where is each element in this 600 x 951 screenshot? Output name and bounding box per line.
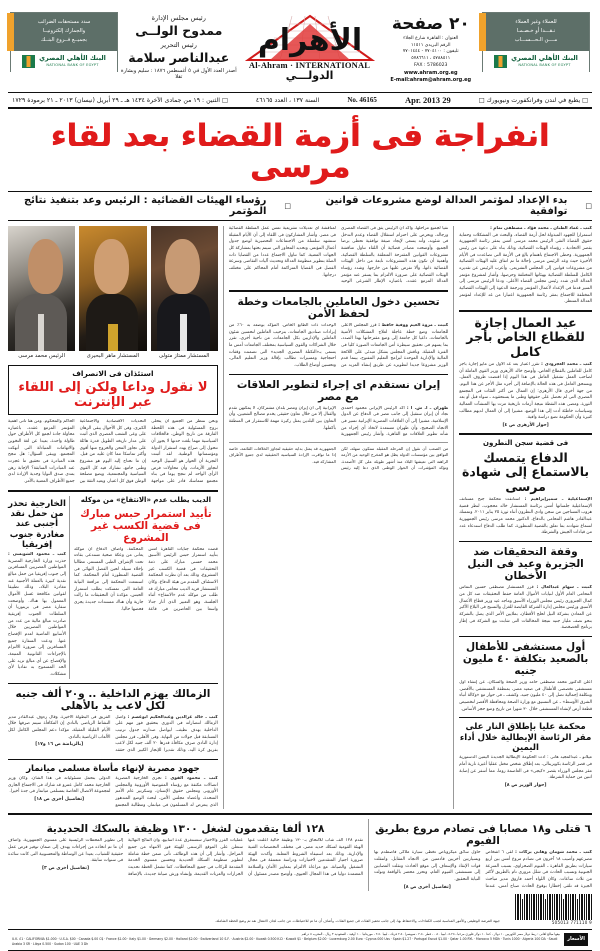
phone-line-2: ٥٧٨٨٥١١ ، ٥٧٨٦٦١١ <box>411 55 451 61</box>
main-headline: انفراجة فى أزمة القضاء بعد لقاء مرسى <box>50 118 550 185</box>
bottom-zone <box>6 813 594 950</box>
story-headline-myanmar[interactable]: جهود مصرية لإنهاء مأساة مسلمى ميانمار <box>26 763 200 774</box>
bank-logo-icon-right <box>22 55 35 68</box>
sub-headline-right: رؤساء الهيئات القضائية : الرئيس وعد بتنفيذ نتائج المؤتمر <box>23 195 267 217</box>
story-headline-labor-day[interactable]: عيد العمال إجازة للقطاع الخاص بأجر كامل <box>466 314 585 359</box>
year-issue-arabic: السنة ١٣٧ ، العدد ٤٦١٦٥ <box>255 96 320 104</box>
labor-day-body: كتب ـ محمد العجرودى : تقرر اعتبار بعد غد الأول من مايو إجازة بأجر كامل للعاملين بالقطاع الخاص، وأوضح خالد الأزهرى وزير القوى العاملة أن لصاحب العمل تشغيل العامل فى هذا اليوم إذا اقتضت ظروف العمل، ويستحق العامل فى هذه الحالة بالإضافة إلى أجره مثل الأجر عن هذا اليوم. من جهة أخرى قال الأزهرى: إن العمال من أكثر الفئات فى المجتمع المصرى التى لم تحصل على حقوقها وطنى ما يستحقونه ـ سواء قبل أو بعد الثورة، ومضى هذه النقطة نتيجة أزمات تاريخية مرت بها المنشآت العمالية وسياسات خاطئة أدت إلى هذا الوضع، مشيرا إلى أن العمال لديهم مطالب كثيرة وأن الحكومة تضع دراسة وافية. [حوار الأزهرى ص ٤] <box>459 362 592 428</box>
medal-shape <box>108 324 117 352</box>
date-arabic: □ الثنين : ١٩ من جمادى الآخرة ١٤٣٤ هـ ـ ٢٩ أبريل (نيسان) ٢٠١٣ ـ ٢١ برمودة ١٧٢٩ <box>12 96 228 104</box>
fayoum-crash-story <box>374 819 592 891</box>
feature-headline: لا نقول وداعا ولكن إلى اللقاء عبر الإنترنت <box>18 380 208 410</box>
story-headline-zamalek[interactable]: الزمالك يهزم الداخلية .. و٢٠ ألف جنيه لكل لاعب يد بالأهلى <box>15 687 211 712</box>
currency-rates-strip <box>8 929 592 951</box>
investigations-body: كتبت ـ سهام عبدالعال : قرر المستشار مصطفى حسين النماس المحامى العام الأول لنيابات الأموال العامة حفظ التحقيقات ضد كل من كمال الجنزورى رئيس مجلس الوزراء الأسبق وماجد عيد وزير قطاع الأعمال الأسبق ورئيس مجلس إدارة الشركة القابضة للغزل والنسيج فى البلاغ الأكبر عن المعادن بشركة النيل لحلج الأقطان، بملايين الأمر الذى يصل بالشركة بنحو نصف مليار جنيه نتيجة المخالفات التى شابت بيع الشركة فى إطار برنامج الخصخصة. <box>459 585 592 631</box>
rule <box>459 717 592 718</box>
rule <box>8 490 218 492</box>
iran-body: طهران ـ أ. ش. أ : أكد الرئيس الإيرانى محمود أحمدى نجاد أن إيران ستقبل إلى جانب مصر فى الدفاع عن الدول الإسلامية، مشيرا إلى أن العلاقات المصرية الإيرانية تسير فى الاتجاه الصحيح، وأن طهران مستعدة لاتخاذ أى إجراء من شأنه تطوير العلاقات مع القاهرة. وأشار رئيس الجمهورية الإيرانية إلى أن إيران ومصر بلدان مشتركان، لا يمكنهن تقدم والقتال إلا من خلال تعاون حقيقى يخدم مصالح الشعبين، وأن التعاون بين البلدين يمثل ركيزة مهمة للاستقرار فى المنطقة بأكملها. <box>228 405 449 438</box>
feature-box[interactable] <box>8 365 218 415</box>
hospital-body: أعلن الدكتور محمد مصطفى حامد وزير الصحة والسكان، عن إنشاء أول مستشفى تخصصى للأطفال فى صعيد مصر، بمنطقة المستشفى بالأقصر، وبتكلفة إجمالية تصل إلى ٤٠ مليون جنيه. وكشف ـ فى حوار مع «وكالة أنباء الشرق الأوسط» ـ عن التنسيق مع وزارة الصحة ومحافظة الأقصر لتخصيص قطعة أرض لإنشاء المستشفى خلال ٣٠ شهرا من تاريخ وضع حجر الأساس. <box>459 680 592 712</box>
website-url[interactable]: www.ahram.org.eg <box>403 70 458 77</box>
railway-jobs-body: تقدم ١٢٨ ألف شاب للالتحاق بـ١٣٠٠ وظيفة خالية أعلنت عنها الهيئة القومية لسكك حديد مصر، فى مختلف التخصصات الفنية والإدارية، وذلك بعد استيفاء الشروط المعلنة. وأكدت الهيئة ضرورة اجتياز المتقدمين لاختبارات ودراسة متعمقة فى مجال التشغيل والصيانة، مع مراعاة الالتزام بمعايير الأمان والسلامة المعتمدة دوليا فى هذا المجال الحيوى. وأوضح مصدر مسئول أن عمليات الفرز والاختبار ستستغرق عدة أسابيع، وأن النتائج النهائية ستعلن على الموقع الرسمى للهيئة فور الانتهاء من جميع المراحل. وأشار إلى أن هذه الوظائف تأتى ضمن خطة شاملة لتطوير منظومة السكك الحديدية وتحسين مستوى الخدمة المقدمة للركاب فى جميع المحافظات. كما تشمل الخطة تحديث الجرارات والعربات القديمة، وإنشاء ورش صيانة جديدة، بالإضافة إلى تطوير المحطات الرئيسية على مستوى الجمهورية. وأضاف أن ما تم اتخاذه من إجراءات يهدف إلى ضمان توفير فرص عمل حقيقية للشباب، بعيدا عن الوساطة والمحسوبية التى كانت سائدة فى سنوات سابقة. [تفاصيل أخرى ص ٣] <box>8 838 363 877</box>
defense-body: الإسماعيلية ـ سميرإبراهيم : استأنفت محكمة جنح مستأنف الإسماعيلية جلساتها أمس برئاسة المستشار خالد محجوب، لنظر قضية هروب المساجين من سجن وادى النطرون أثناء ثورة ٢٥ يناير ٢٠١١. وتمسك عبدالقادر هاشم المحامى بالدفاع، الدكتور محمد مرسى رئيس الجمهورية لسماع شهادته بما تعلق بالقضية المنظورة، كما طلب الدفاع استدعاء عدد من قيادات الجيش والشرطة. <box>459 497 592 536</box>
masthead <box>6 0 594 92</box>
bank-logo-left <box>483 51 589 72</box>
sub-headline-bar <box>8 191 592 221</box>
page-count: ٢٠ صفحة <box>391 14 470 34</box>
mid-lead-body: نفيا لجميع مراحلها، وأكد أن الرئيس يثق فى القضاء المصرى ورجاله، ويحرص على احترام استقلال القضاء وعدم التدخل فى شئونه، وأنه يسعى لإيجاد صيغة توافقية تحظى برضا الجميع. وأوضحت مصادر قضائية أن اللقاء تناول مناقشة مشروعات القوانين المقترحة المتعلقة بالسلطة القضائية، وأهمية أن تكون هذه المشروعات نابعة من داخل الهيئات القضائية ذاتها، وألا تفرض عليها من خارجها. وشدد رؤساء الهيئات القضائية على ضرورة الالتزام بما يسفر عنه مؤتمر العدالة المزمع عقده، باعتباره الإطار الشرعى الوحيد لمناقشة أى تعديلات تشريعية تمس عمل السلطة القضائية فى مصر. وأشار المشاركون فى اللقاء إلى أن الأيام المقبلة ستشهد سلسلة من الاجتماعات التحضيرية لوضع جدول أعمال المؤتمر، وتحديد المحاور التى سيتم بحثها بمشاركة كل الجهات المعنية. كما تناول الاجتماع عددا من القضايا ذات الصلة بتطوير منظومة العدالة وتحديث آليات التقاضى وسرعة الفصل فى القضايا المتراكمة أمام المحاكم على مختلف درجاتها. <box>228 226 449 285</box>
rule <box>8 759 218 760</box>
right-lead-body: كتب ـ عماد الطنان ـ محمد فؤاد ـ مصطفى تمام : استمرارا للجهود المبذولة لحل أزمة القضاء، والبحث فى المشكلات وحماية حقوق القضاة التقى الرئيس محمد مرسى أمس بمقر رئاسة الجمهورية بقصر الاتحادية ـ رؤساء الهيئات القضائية، وذلك بناء على دعوة من رئيس الجمهورية. وحظى الاجتماع باهتمام بالغ فى الأزمة التى تصاعدت فى الأيام الأخيرة حيث وعد الرئيس مرسى بإحالة ما تم اتفاق عليه الهيئات القضائية من مشروعات قوانين إلى المجلس التشريعى. وأعرب الرئيس عن تقديره الكامل للسلطة القضائية بهيئاتها المختلفة وحرصها، وأشار لمشروع مؤتمر العدالة الذى شدد رئيس مجلس القضاء الأعلى. ودعا الرئيس مرسى إلى السير قدما فى الإعداد لأعمال المؤتمر وترجمة الدعوة إلى الهيئات القضائية المختلفة للاجتماع بمقر رئاسة الجمهورية اعتبارا من غد للإعداد لمؤتمر العدالة المنتظر. <box>459 226 592 305</box>
story-headline-hospital[interactable]: أول مستشفى للأطفال بالصعيد بتكلفة ٤٠ مليون جنيه <box>462 640 589 677</box>
email-address[interactable]: E-mail:ahram@ahram.org.eg <box>390 77 472 84</box>
footer-filler-text: جبهة الفرصة الوظيفى والأمور المناسبة لجنب الكفاءات، والاحتفاظ بها، إلى جانب تحفيز الفئات فى جميع الفئات. وأضاف أن ما تم للاحتياطات عن جانب لجان الانتقال نقد تم وضع الخطة الشاملة. <box>215 919 500 924</box>
print-locations: □ يطبع في لندن وفرانكفورت ونيويورك □ <box>478 96 588 104</box>
rates-arabic: بيعها مبالغ لقانى : ربط دولار مصر الكهربين ١٠ دولار ، كندا ١٠ دولار فلورى مرحبا ـ ٥.٢٥ ، ليبيا ٠.٥٠ ، قطر ٢.٥٠ ، سويسرا ٢.٥٠ فرنك ، ليبيا ٢.٥٠ ، موريتانيا ١٠٠ أوقية ، السعودية ٣ ريال ، المغرب ٥ دراهم <box>301 931 561 936</box>
story-kicker-natrun: فى قضية سجن النطرون <box>483 439 569 448</box>
rule <box>229 442 448 443</box>
fayoum-crash-body: كتب ـ محمد شومان وهانى بركات : لقى ٦ أشخاص مصرعهم وأصيب ١٨ آخرون فى تصادم مروع أمس بين أربع سيارات بطريق القاهرة ـ الفيوم الصحراوى، بسبب السرعة الجنونية وتسبب الحادث فى شلل مرورى تام بالطريق لأكثر من ثلاث ساعات. وكان اللواء أحمد فاروق مدير مباحث الجيزة قد تلقى إخطارا بوقوع الحادث صباح أمس، عندما حاول سائق ميكروباص تخطى سيارة ملاكى فاصطدم بها وبسيارتين أخريين قادمتين من الاتجاه المقابل. وانتقلت قوات الإنقاذ والإسعاف إلى موقع الحادث ونقلت المصابين إلى مستشفى الفيوم العام، وتحرر محضر بالواقعة وتولت النيابة التحقيق. [تفاصيل أخرى ص ٨] <box>374 850 592 890</box>
story-headline-foreign-ministry[interactable]: الخارجية تحذر من حمل نقد أجنبى عند مغادرة جنوب إفريقيا <box>8 498 66 550</box>
railway-reference-note[interactable]: [تفاصيل أخرى ص ٣] <box>41 865 90 871</box>
lower-left-split <box>8 496 218 679</box>
logo-arabic-sub: الدولـــي <box>285 69 334 82</box>
issue-info-strip <box>8 92 592 109</box>
rule <box>459 636 592 637</box>
column-divider <box>453 226 454 809</box>
photo-image <box>79 226 146 351</box>
content-grid <box>6 226 594 809</box>
barcode-row <box>8 894 592 925</box>
bank-ad-right <box>10 12 118 72</box>
address-line: العنوان : القاهرة شارع الجلاء <box>403 36 459 41</box>
story-kicker-deeb: الديب يطلب عدم «الانتفاخ» من موكله <box>80 495 212 504</box>
rule <box>459 433 592 435</box>
editor-name: عبدالناصر سلامة <box>128 50 230 65</box>
postal-line: الرقم البريدي ١١٥١١ <box>410 42 451 48</box>
story-headline-investigations[interactable]: وقفة التحقيقات ضد الجزيرة وعيد فى النيل الأخطان <box>467 546 584 583</box>
mubarak-story <box>74 496 218 679</box>
shirt-shape <box>38 314 45 352</box>
rule <box>229 290 448 292</box>
photo-row <box>8 226 218 359</box>
photo-caption: المستشار ماهر البحيرى <box>86 353 140 359</box>
tie-shape <box>180 314 187 352</box>
bank-logo-text <box>511 54 578 69</box>
svg-text:الأهرام: الأهرام <box>257 23 362 58</box>
story-headline-iran[interactable]: إيران نستقدم اى إجراء لتطوير العلاقات مع مصر <box>236 378 441 403</box>
column-right <box>459 226 592 809</box>
column-left <box>8 226 218 809</box>
bank-name-ar: البنك الأهلي المصري <box>511 54 578 63</box>
date-english: 29 Apr. 2013 <box>404 95 451 105</box>
newspaper-logo <box>240 12 380 82</box>
face-shape <box>165 239 200 294</box>
story-headline-defense[interactable]: الدفاع يتمسك بالاستماع إلى شهادة مرسى <box>462 450 590 494</box>
story-headline-italy[interactable]: محكمة عليا بإطلاق النار على مقر الرئاسة الإيطالية خلال أداء اليمين <box>459 722 592 753</box>
sub-headline-left: بدء الإعداد لمؤتمر العدالة لوضع مشروعات قوانين توافقية <box>325 195 568 217</box>
barcode-number: 9 771110 505013 <box>551 919 592 925</box>
ad-accent-tab <box>479 13 486 51</box>
address-block <box>380 36 482 69</box>
editorial-credits <box>118 12 240 80</box>
byline: الإسماعيلية ـ سميرإبراهيم : <box>524 497 592 503</box>
bank-logo-right <box>11 51 117 72</box>
bank-ad-left <box>482 12 590 72</box>
ad-right-line-1: سدد مستحقات الضرائب <box>37 19 91 26</box>
italy-body: ميلانو ـ عبدالمجيد هانى : أدت الحكومة الإيطالية الجديدة اليمين الدستورية فى قصر الرئاسة بكويرينالى، بعد إطلاق شخص مختل عقليا أعيرة نارية أمام مقر مجلس الوزراء بقصر «كيجى» فى العاصمة روما، مما أسفر عن إصابة اثنين من حماية الشرطة. [حوار الوزير ص ٨] <box>459 755 592 788</box>
rule <box>229 374 448 375</box>
rule <box>459 541 592 542</box>
phone-line: تليفون : ٧٧٠٤١٠٠ - ٧٧٠١٤٤٤ <box>402 49 459 55</box>
rule <box>459 310 592 312</box>
photo-caption: الرئيس محمد مرسى <box>18 353 66 359</box>
barcode-block <box>506 894 592 925</box>
photo-morsi <box>8 226 75 359</box>
bank-name-en-right: NATIONAL BANK OF EGYPT <box>46 63 99 68</box>
ad-line-3: مــــن الـحـــســـاب <box>514 36 558 43</box>
logo-english-title: Al-Ahram · INTERNATIONAL <box>248 60 371 70</box>
web-block <box>380 70 482 84</box>
bank-ad-left-text <box>483 13 589 51</box>
zamalek-body: كتب ـ خالد عزالدين وعبدالحكيم أبوعضم : واصل الزمالك انتصاراته فى الدورى بتحقيق فوز مهم على الداخلية بهدف نظيف، ليواصل صدارته جدول ترتيب المسابقة قبل جولات من النهاية. وفى الأهلى، قرر مجلس إدارة النادى صرف مكافأة قدرها ٢٠ ألف جنيه لكل لاعب بفريق كرة اليد، وذلك تقديرا للإنجاز الكبير الذى حققه الفريق فى البطولة الأخيرة. وقال رءوف عبدالقادر مدير النشاط الرياضى بالنادى إن المكافأة سيتم صرفها خلال الأيام القليلة المقبلة، مؤكدا دعم المجلس الكامل لكل الألعاب الرياضية بالنادى. [بالرياضة ص ١٦ و١٧] <box>8 714 218 753</box>
column-divider <box>223 226 224 809</box>
ad-line-1: للعملاء وغير العملاء <box>515 19 557 26</box>
chairman-name: ممدوح الولــى <box>135 23 223 38</box>
story-headline-mubarak[interactable]: تأييد استمرار حبس مبارك فى قضية الكسب غير المشروع <box>80 507 212 544</box>
fax-line: FAX : 5786023 <box>414 62 448 68</box>
editor-role: رئيس التحرير <box>160 41 197 49</box>
myanmar-reference-note[interactable]: [تفاصيل أخرى ص ١٨] <box>34 796 85 802</box>
myanmar-body: كتب ـ محمود القوى : تجرى الخارجية المصرية اتصالات مكثفة مع رؤساء المفوضية الأوروبية والمجلس الأوروبى ومجلس حقوق الإنسان، وسكرتير عام الأمم المتحدة، وأعضاء مجلس الأمن، لبحث الوضع المتدهور الذى يتعرض له المسلمون فى ميانمار، ومطالبة المجتمع الدولى بتحمل مسئولياته فى هذا الشأن. وكان وزير الخارجية محمد كامل عمرو قد شارك فى الاجتماع الجارى لمجموعة الاتصال الخاصة بمسلمى ميانمار فى جدة أخيرا. [تفاصيل أخرى ص ١٨] <box>8 775 218 808</box>
photo-beheiry <box>79 226 146 359</box>
story-headline-fayoum-crash[interactable]: ٦ قتلى و١٨ مصابا فى تصادم مروع بطريق الفيوم <box>375 823 591 848</box>
founding-note: أصدر العدد الأول في ٥ أغسطس ١٨٧٦ : سليم وبشارة تقلا <box>120 68 237 80</box>
column-middle <box>229 226 448 809</box>
byline: كتب ـ محمود الشوبسى : <box>8 552 66 558</box>
mubarak-body: قضت محكمة جنايات القاهرة أمس بتأييد استمرار حبس الرئيس الأسبق محمد حسنى مبارك على ذمة التحقيقات فى قضية الكسب غير المشروع، وذلك بعد أن نظرت المحكمة الاستئناف المقدم من هيئة الدفاع. وكان المستشار فريد الديب محامى مبارك قد طلب من موكله عدم «الانتفاخ» أثناء الجلسة، وهو التعبير الذى أثار جدلا واسعا بين الحاضرين فى قاعة المحكمة. وأضاف الدفاع أن موكله يعانى من وعكة صحية تستدعى بقاءه تحت الإشراف الطبى المستمر، مطالبا بإخلاء سبيله لحين الفصل النهائى فى القضية المنظورة أمام المحكمة. كما استمعت المحكمة إلى مرافعة النيابة العامة التى تمسكت بطلب استمرار الحبس، مؤكدة أن التحقيقات ما زالت جارية وأن هناك مستندات جديدة يجرى فحصها حاليا. <box>74 546 218 612</box>
foreign-ministry-story <box>8 496 70 679</box>
story-reference-note[interactable]: [حوار الأزهرى ص ٤] <box>502 422 549 428</box>
bullet-icon-1: □ <box>585 202 592 210</box>
rates-tag: الأسعار <box>564 933 588 946</box>
ad-accent-tab-right <box>7 13 14 51</box>
story-headline-universities[interactable]: تحسين دخول العاملين بالجامعات وخطة لحفظ الأمن <box>237 295 440 320</box>
mid-filler-body: من الصعب أن نقول إن المرحلة المقبلة ستكون سهلة، لكن التوافق بين مؤسسات الدولة يظل هو المخرج الوحيد من الأزمة الراهنة التى تعيشها البلاد منذ أشهر طويلة على كل الأصعدة. وتؤكد المؤشرات أن الحوار الوطنى الذى دعا إليه رئيس الجمهورية قد يمثل بداية حقيقية لتجاوز الخلافات القائمة، خاصة إذا ما توافرت الإرادة السياسية الحقيقية لدى جميع الأطراف المشاركة فيه. <box>228 446 449 471</box>
feature-kicker: استئذان فى الانصراف <box>72 369 154 378</box>
photo-image <box>8 226 75 351</box>
bullet-icon-2: □ <box>284 202 292 210</box>
sports-reference-note[interactable]: [بالرياضة ص ١٦ و١٧] <box>35 742 84 748</box>
photo-image <box>151 226 218 351</box>
column-divider <box>368 819 369 891</box>
bank-name-ar-right: البنك الأهلي المصري <box>39 54 106 63</box>
ad-right-line-2: والجمارك إلكترونيــا <box>42 28 86 35</box>
rates-english: U.K. £1 · CALIFORNIA $1.000 · U.S.A. $00 · Canada $.00 C$ · France $1.00 · Italy $1.00 · Germany $2.00 · Holland $2.00 · Switzerland 10 S.F. · Austria $2.00 · Kuwait 0.500 K.D · Kuwait $1 · Belgium $2.00 · Luxemburg 2.00 Euro · Cyprus 000 Uss · Spain $1.27 · Portugal Escud $1.00 · Qatar 1.00 RYL · Morocco 5 MDh · Tunis 1000 · Algeria 100 DA · Saudi Arabia 3 SR · Libya 0.500 · Sudan 100 · UAE 3 Dh <box>12 937 558 947</box>
ad-line-2: نـقـــدا أو خـصـمـا <box>516 28 556 35</box>
ad-right-line-3: بجميــع فــروع البنــك <box>41 36 88 43</box>
foreign-ministry-body: كتب ـ محمود الشوبسى : حذرت وزارة الخارجية المصرية المواطنين المصريين المسافرين إلى جنوب إفريقيا من حمل مبالغ نقدية كبيرة بالعملة الأجنبية عند مغادرة البلاد، وذلك تطبيقا لقوانين مكافحة غسل الأموال المعمول بها هناك. وأوضحت سفارة مصر فى بريتوريا أن السلطات الجنوب إفريقية صادرت مبالغ مالية من عدد من المواطنين المصريين خلال الأسابيع الماضية لعدم الإفصاح عنها. ودعت السفارة جميع المسافرين إلى ضرورة الالتزام بالإجراءات القانونية المتبعة، والإفصاح عن أى مبالغ تزيد على الحد المسموح به تفاديا لأى مشكلات. <box>8 552 66 677</box>
face-shape <box>28 239 63 294</box>
rule <box>8 683 218 684</box>
pages-and-address <box>380 12 482 84</box>
railway-jobs-story <box>8 819 363 891</box>
photo-caption: المستشار ممتاز متولى <box>158 353 210 359</box>
barcode-icon <box>506 894 592 920</box>
rule <box>8 813 592 815</box>
photo-montasser <box>151 226 218 359</box>
feature-body: ونحن ننتظر من الجميع أن يتحلى بروح المسئولية فى هذه اللحظة الفارقة من تاريخ الوطن، فالخلافات السياسية مهما بلغت حدتها لا يجوز أن تتحول إلى صراع يهدد استقرار الدولة ومؤسساتها الوطنية. لقد أثبتت التجربة أن الحوار هو السبيل الوحيد لتجاوز الأزمات، وأن محاولات فرض الرأى الواحد لم تنجح يوما فى بناء مجتمع متماسك قادر على مواجهة التحديات الاقتصادية والاجتماعية الكبرى. وفى كل الأحوال يبقى الرهان على وعى الشعب المصرى الذى أثبت على مدار تاريخه الطويل قدرة هائلة على تجاوز المحن والخروج منها أقوى وأكثر تماسكا مما كان عليه من قبل. إن ما نحتاج إليه اليوم هو مشروع وطنى جامع، تشارك فيه كل القوى السياسية والمجتمعية، ويضع مصلحة الوطن فوق كل اعتبار، ويعيد الثقة بين الحاكم والمحكوم. ومن هنا تأتى أهمية المؤتمر المزمع عقده، باعتباره محاولة جادة لجمع كل الأطراف حول طاولة واحدة، بعيدا عن لغة التخوين والاتهامات المتبادلة التى أنهكت المجتمع. ويبقى السؤال: هل تنجح هذه المبادرة فى تحقيق ما عجزت عنه المبادرات السابقة؟ الإجابة رهن بمدى صدق النوايا وجدية الإرادة لدى جميع الأطراف المعنية بالأمر. <box>8 419 218 484</box>
rates-lines <box>12 932 560 948</box>
byline: كتب ـ محمد العجرودى : <box>541 362 592 367</box>
issue-number: No. 46165 <box>347 96 377 104</box>
bank-logo-text-right <box>39 54 106 69</box>
universities-body: كتبت ـ مروة العيم ووفية حافظ : قرر المجلس الأعلى للجامعات وضع خطة عاجلة لعلاج المشكلات الأمنية بالجامعات، داعيا كل جامعة إلى وضع مقترحاتها بهذا الصدد، بما يسهم فى تحقيق سيطرة أمن الجامعات الصورة كليا فى الفترة المقبلة. وناقش المجلس بشكل مبدئى على اللائحة المالية والإدارية الموحدة لبرامج التعليم المفتوح، بينما قدم الوزير مشروعا جديدا لتطويره عن طريق إنشاء المزيد من الوحدات ذات الطابع الخاص. المؤكد بوضعه به ٦٠٪ من إيرادات صناديق الجامعات، بترحيب العاملين لتحسين شئون العاملين والإداريين بكل الجامعات، من ناحية أخرى، تقرر خلال الشراكات والقوى السياسية بمختلف الجامعات أمس ما يسمى بـ«التكتلة المصرى الجديد» التى تضمنت وقفات احتجاجية ومسيرات تطالب بإقالة وزير التعليم العالى، وتحسين أوضاع الطلاب. <box>228 323 449 368</box>
bank-logo-icon <box>494 55 507 68</box>
bank-ad-right-text <box>11 13 117 51</box>
pyramid-logo-icon <box>240 14 380 62</box>
minister-interview-note[interactable]: [حوار الوزير ص ٨] <box>504 782 547 788</box>
story-headline-railway-jobs[interactable]: ١٢٨ ألفا يتقدمون لشغل ١٣٠٠ وظيفة بالسكك الحديدية <box>46 823 325 836</box>
chairman-role: رئيس مجلس الإدارة <box>151 14 206 22</box>
bottom-stories-row <box>8 819 592 891</box>
bank-name-en: NATIONAL BANK OF EGYPT <box>518 63 571 68</box>
face-shape <box>94 239 129 294</box>
crash-reference-note[interactable]: [تفاصيل أخرى ص ٨] <box>403 884 451 890</box>
